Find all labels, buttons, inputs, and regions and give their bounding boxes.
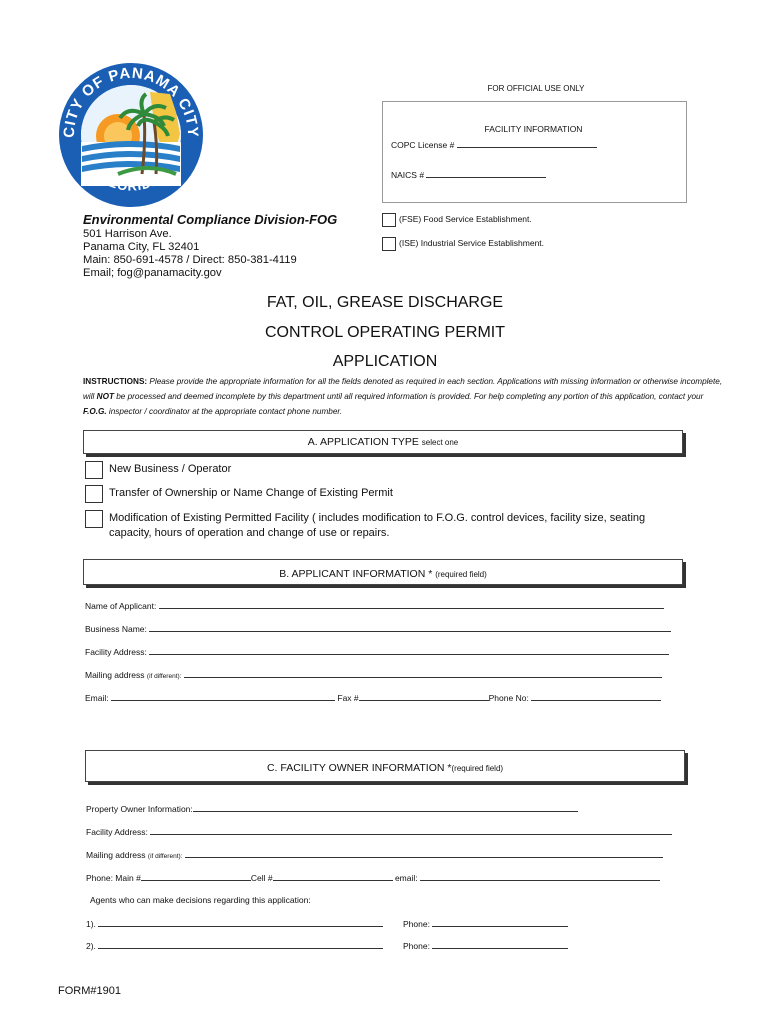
section-b-note: (required field) <box>435 570 487 579</box>
official-use-label: FOR OFFICIAL USE ONLY <box>487 84 585 93</box>
office-email: Email; fog@panamacity.gov <box>83 267 222 279</box>
agent-2-phone-label: Phone: <box>403 941 430 951</box>
copc-input-line[interactable] <box>457 139 597 148</box>
section-a-header <box>83 430 683 454</box>
instructions-text-1: Please provide the appropriate information for all the fields denoted as required in each section. Applications with missing information or otherwise incomplete, will <box>83 377 723 402</box>
instructions-text-2: be processed and deemed incomplete by this department until all required information is provided. For help completing any portion of this application, contact your <box>113 392 704 402</box>
owner-cell-label: Cell # <box>250 873 273 883</box>
address-line-1: 501 Harrison Ave. <box>83 228 172 240</box>
option-transfer-checkbox[interactable] <box>85 485 103 503</box>
instructions-not: NOT <box>96 392 114 402</box>
naics-input-line[interactable] <box>426 169 546 178</box>
option-modification-label: Modification of Existing Permitted Facility ( includes modification to F.O.G. control devices, facility size, seating capacity, hours of operation and change of use or repairs. <box>109 512 646 539</box>
svg-text:FLORIDA <box>99 171 163 194</box>
mailing-address-note: (if different): <box>146 673 182 680</box>
instructions-label: INSTRUCTIONS: <box>83 377 148 386</box>
section-c-note: (required field) <box>451 764 504 773</box>
instructions-text-3: inspector / coordinator at the appropriate contact phone number. <box>106 407 343 417</box>
instructions-fog: F.O.G. <box>83 407 107 417</box>
agent-1-phone-line[interactable] <box>432 918 568 927</box>
owner-phone-main-line[interactable] <box>141 872 251 881</box>
ise-label: (ISE) Industrial Service Establishment. <box>399 238 545 248</box>
agent-1-label: 1). <box>86 919 96 929</box>
agent-1-phone-row[interactable] <box>403 918 568 929</box>
owner-facility-address-line[interactable] <box>150 826 672 835</box>
owner-cell-line[interactable] <box>273 872 393 881</box>
business-name-label: Business Name: <box>85 624 147 634</box>
option-new-business-checkbox[interactable] <box>85 461 103 479</box>
applicant-name-line[interactable] <box>159 600 664 609</box>
office-address <box>83 228 297 280</box>
fse-label: (FSE) Food Service Establishment. <box>399 214 532 224</box>
section-b-title: B. APPLICANT INFORMATION * <box>279 568 433 580</box>
owner-facility-address-field[interactable] <box>86 826 672 837</box>
fax-label: Fax # <box>337 693 359 703</box>
owner-phone-main-label: Phone: Main # <box>86 873 141 883</box>
facility-address-label: Facility Address: <box>85 647 147 657</box>
seal-bottom-text: FLORIDA <box>98 171 164 194</box>
owner-mailing-address-label: Mailing address <box>86 850 146 860</box>
svg-text:CITY OF PANAMA CITY <box>61 65 201 138</box>
contact-row[interactable] <box>85 692 661 703</box>
address-line-2: Panama City, FL 32401 <box>83 241 200 253</box>
owner-facility-address-label: Facility Address: <box>86 827 148 837</box>
agent-2-phone-line[interactable] <box>432 940 568 949</box>
owner-contact-row[interactable] <box>86 872 660 883</box>
official-use-box <box>382 101 687 203</box>
form-title-line-1: FAT, OIL, GREASE DISCHARGE <box>266 294 504 311</box>
mailing-address-line[interactable] <box>184 669 662 678</box>
agent-2-row[interactable] <box>86 940 383 951</box>
property-owner-label: Property Owner Information: <box>86 804 193 814</box>
mailing-address-field[interactable] <box>85 669 662 680</box>
option-transfer-label: Transfer of Ownership or Name Change of Existing Permit <box>109 487 393 499</box>
owner-mailing-address-line[interactable] <box>185 849 663 858</box>
form-title-line-3: APPLICATION <box>332 353 438 370</box>
agent-1-phone-label: Phone: <box>403 919 430 929</box>
naics-field[interactable] <box>391 169 546 180</box>
section-c-header <box>85 750 685 782</box>
fax-line[interactable] <box>359 692 489 701</box>
agent-2-line[interactable] <box>98 940 383 949</box>
facility-address-field[interactable] <box>85 646 669 657</box>
owner-mailing-address-note: (if different): <box>147 853 183 860</box>
owner-email-line[interactable] <box>420 872 660 881</box>
option-new-business-label: New Business / Operator <box>109 463 232 475</box>
division-title: Environmental Compliance Division-FOG <box>83 212 338 227</box>
agent-2-phone-row[interactable] <box>403 940 568 951</box>
applicant-name-label: Name of Applicant: <box>85 601 157 611</box>
email-line[interactable] <box>111 692 335 701</box>
facility-address-line[interactable] <box>149 646 669 655</box>
option-modification-checkbox[interactable] <box>85 510 103 528</box>
form-title-line-2: CONTROL OPERATING PERMIT <box>264 324 505 341</box>
section-b-header <box>83 559 683 585</box>
copc-label: COPC License # <box>391 140 455 150</box>
agent-1-row[interactable] <box>86 918 383 929</box>
agent-2-label: 2). <box>86 941 96 951</box>
form-number: FORM#1901 <box>58 985 121 997</box>
facility-info-title: FACILITY INFORMATION <box>484 124 583 134</box>
owner-email-label: email: <box>394 873 418 883</box>
seal-top-text: CITY OF PANAMA CITY <box>60 64 202 139</box>
phone-line[interactable] <box>531 692 661 701</box>
ise-checkbox[interactable] <box>382 237 396 251</box>
mailing-address-label: Mailing address <box>85 670 145 680</box>
naics-label: NAICS # <box>391 170 425 180</box>
section-a-note: select one <box>421 438 459 447</box>
section-a-title: A. APPLICATION TYPE <box>307 436 419 448</box>
instructions <box>83 374 723 420</box>
business-name-field[interactable] <box>85 623 671 634</box>
property-owner-field[interactable] <box>86 803 578 814</box>
email-label: Email: <box>85 693 109 703</box>
business-name-line[interactable] <box>149 623 671 632</box>
seal-text <box>58 62 204 208</box>
agents-label: Agents who can make decisions regarding this application: <box>90 895 311 905</box>
agent-1-line[interactable] <box>98 918 383 927</box>
fse-checkbox[interactable] <box>382 213 396 227</box>
phone-numbers: Main: 850-691-4578 / Direct: 850-381-4119 <box>83 254 297 266</box>
property-owner-line[interactable] <box>193 803 578 812</box>
section-c-title: C. FACILITY OWNER INFORMATION * <box>266 762 452 774</box>
owner-mailing-address-field[interactable] <box>86 849 663 860</box>
phone-label: Phone No: <box>488 693 529 703</box>
copc-license-field[interactable] <box>391 139 597 150</box>
applicant-name-field[interactable] <box>85 600 664 611</box>
